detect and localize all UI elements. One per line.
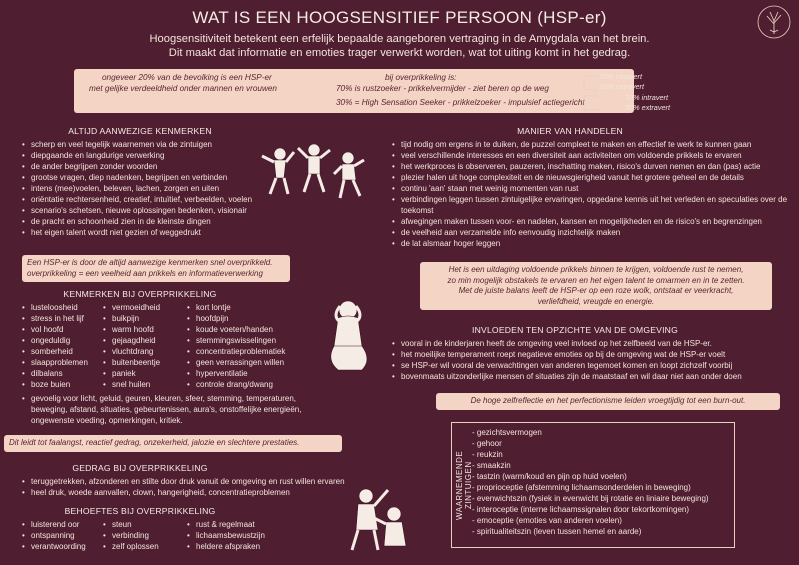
list-item: • plezier halen uit hoge complexiteit en de nieuwsgierigheid vanuit het grotere geheel en de details <box>392 172 792 183</box>
list-item: • scherp en veel tegelijk waarnemen via de zintuigen <box>22 139 252 150</box>
list-item: • warm hoofd <box>103 324 160 335</box>
list-item: - gehoor <box>472 439 502 448</box>
list-item: • het eigen talent wordt niet gezien of weggedrukt <box>22 227 252 238</box>
list-item: • stress in het lijf <box>22 313 88 324</box>
stats-box <box>74 69 634 113</box>
callout-line: Het is een uitdaging voldoende prikkels binnen te krijgen, voldoende rust te nemen, <box>448 265 744 274</box>
list-item: • vol hoofd <box>22 324 88 335</box>
callout-line: verliefdheid, vreugde en energie. <box>537 296 655 306</box>
list-item: • controle drang/dwang <box>187 379 285 390</box>
list-item: • vluchtdrang <box>103 346 160 357</box>
list-item: • de lat alsmaar hoger leggen <box>392 238 792 249</box>
list-item: • diepgaande en langdurige verwerking <box>22 150 252 161</box>
list-item: • hoofdpijn <box>187 313 285 324</box>
support-illustration <box>338 484 420 554</box>
list-item: • oriëntatie rechtersenheid, creatief, intuïtief, verbeelden, voelen <box>22 194 252 205</box>
callout-line: Een HSP-er is door de altijd aanwezige kenmerken snel overprikkeld. <box>27 258 273 267</box>
zintuigen-box <box>451 422 735 548</box>
callout-line: Met de juiste balans leeft de HSP-er op een roze wolk, ontstaat er veerkracht, <box>458 286 734 295</box>
list-item: • geen verrassingen willen <box>187 357 285 368</box>
list-item: • somberheid <box>22 346 88 357</box>
kenmerken-list <box>22 139 252 238</box>
kenmerken-callout <box>22 255 290 282</box>
sitting-person-illustration <box>318 296 380 378</box>
population-line-2: met gelijke verdeeldheid onder mannen en vrouwen <box>89 84 277 93</box>
intro-text <box>0 32 799 60</box>
list-item: • het werkproces is observeren, pauzeren, inschatting maken, risico's durven nemen en dan (pas) actie <box>392 161 792 172</box>
omgeving-heading: INVLOEDEN TEN OPZICHTE VAN DE OMGEVING <box>472 325 678 335</box>
callout-line: overprikkeling = een veelheid aan prikkels en informatieverwerking <box>27 268 263 278</box>
list-item: - tastzin (warm/koud en pijn op huid voelen) <box>472 472 627 481</box>
list-item: • boze buien <box>22 379 88 390</box>
list-item: • lusteloosheid <box>22 302 88 313</box>
list-item: • buikpijn <box>103 313 160 324</box>
playing-children-illustration <box>258 140 368 202</box>
zintuigen-list <box>472 427 709 537</box>
list-item: • vooral in de kinderjaren heeft de omgeving veel invloed op het zelfbeeld van de HSP-er. <box>392 338 742 349</box>
list-item: • verbindingen leggen tussen zintuigelijke ervaringen, opgedane kennis uit het verleden en speculaties over de toekomst <box>392 194 792 216</box>
list-item: - interoceptie (interne lichaamssignalen door tekortkomingen) <box>472 505 689 514</box>
tree-logo-icon <box>756 4 792 40</box>
handelen-list <box>392 139 792 249</box>
behoeftes-col-1 <box>22 519 86 552</box>
page-title: WAT IS EEN HOOGSENSITIEF PERSOON (HSP-er) <box>192 8 607 27</box>
omgeving-callout: De hoge zelfreflectie en het perfectionisme leiden vroegtijdig tot een burn-out. <box>436 393 780 410</box>
behoeftes-heading: BEHOEFTES BIJ OVERPRIKKELING <box>64 506 216 516</box>
list-item: • continu 'aan' staan met weinig momenten van rust <box>392 183 792 194</box>
list-item: • stemmingswisselingen <box>187 335 285 346</box>
list-item: • teruggetrekken, afzonderen en stilte door druk vanuit de omgeving en rust willen ervaren <box>22 476 345 487</box>
list-item: • veel verschillende interesses en een diversiteit aan activiteiten om voldoende prikkels te ervaren <box>392 150 792 161</box>
overprikkeling-col-3 <box>187 302 285 390</box>
omgeving-list <box>392 338 742 382</box>
list-item: - emoceptie (emoties van anderen voelen) <box>472 516 622 525</box>
list-item: • scenario's schetsen, nieuwe oplossingen bedenken, visionair <box>22 205 252 216</box>
population-line-1: ongeveer 20% van de bevolking is een HSP-er <box>102 73 272 82</box>
list-item: • lichaamsbewustzijn <box>187 530 265 541</box>
intravert-2: 70% intravert <box>625 93 668 102</box>
list-item: • de pracht en schoonheid zien in de kleinste dingen <box>22 216 252 227</box>
list-item: • kort lontje <box>187 302 285 313</box>
list-item: • paniek <box>103 368 160 379</box>
list-item: - proprioceptie (afstemming lichaamsonderdelen in beweging) <box>472 483 691 492</box>
overprikkeling-col-1 <box>22 302 88 390</box>
callout-line: zo min mogelijk obstakels te ervaren en het eigen talent te omarmen en in te zetten. <box>447 275 745 285</box>
list-item: • concentratieproblematiek <box>187 346 285 357</box>
kenmerken-heading: ALTIJD AANWEZIGE KENMERKEN <box>68 126 212 136</box>
list-item: • dilbalans <box>22 368 88 379</box>
list-item: • bovenmaats uitzonderlijke mensen of situaties zijn de maatstaaf en wil daar niet aan onder doen <box>392 371 742 382</box>
list-item: • verantwoording <box>22 541 86 552</box>
list-item: • gejaagdheid <box>103 335 160 346</box>
extravert-1: 30% extravert <box>599 82 645 91</box>
intro-line-1: Hoogsensitiviteit betekent een erfelijk bepaalde aangeboren vertraging in de Amygdala van het brein. <box>149 33 650 45</box>
list-item: • vermoeidheid <box>103 302 160 313</box>
line-30: 30% = High Sensation Seeker - prikkelzoeker - impulsief actiegericht <box>336 98 585 107</box>
list-item: • zelf oplossen <box>103 541 159 552</box>
behoeftes-col-2 <box>103 519 159 552</box>
list-item: • buitenbeentje <box>103 357 160 368</box>
list-item: • ongeduldig <box>22 335 88 346</box>
list-item: • tijd nodig om ergens in te duiken, de puzzel compleet te maken en effectief te werk te kunnen gaan <box>392 139 792 150</box>
overprikkeling-long <box>22 393 312 426</box>
list-item: - evenwichtszin (fysiek in evenwicht bij rotatie en liniaire beweging) <box>472 494 709 503</box>
gedrag-heading: GEDRAG BIJ OVERPRIKKELING <box>72 463 208 473</box>
list-item: - gezichtsvermogen <box>472 428 542 437</box>
list-item: • heldere afspraken <box>187 541 265 552</box>
list-item: • se HSP-er wil vooral de verwachtingen van anderen tegemoet komen en loopt zichzelf voorbij <box>392 360 742 371</box>
handelen-heading: MANIER VAN HANDELEN <box>517 126 623 136</box>
list-item: • hyperventilatie <box>187 368 285 379</box>
intro-line-2: Dit maakt dat informatie en emoties trager verwerkt worden, wat tot uiting komt in het gedrag. <box>168 47 631 59</box>
overprikkeling-callout: Dit leidt tot faalangst, reactief gedrag, onzekerheid, jalozie en slechtere prestaties. <box>4 435 342 452</box>
handelen-callout <box>420 262 772 310</box>
intravert-1: 70% intravert <box>599 72 642 81</box>
list-item: • verbinding <box>103 530 159 541</box>
list-item: - reukzin <box>472 450 503 459</box>
line-70: 70% is rustzoeker - prikkelvermijder - ziet beren op de weg <box>336 84 549 93</box>
list-item: • slaapproblemen <box>22 357 88 368</box>
list-item: • het moeilijke temperament roept negatieve emoties op bij de omgeving wat de HSP-er voelt <box>392 349 742 360</box>
overprikkeling-col-2 <box>103 302 160 390</box>
list-item: • gevoelig voor licht, geluid, geuren, kleuren, sfeer, stemming, temperaturen, beweging, afstand, situaties, gebeurtenissen, aura's, onstoffelijke energieën, ongewenste voeding, opmerkingen, kritiek. <box>22 393 312 426</box>
list-item: • afwegingen maken tussen voor- en nadelen, kansen en mogelijkheden en de risico's en begrenzingen <box>392 216 792 227</box>
zintuigen-label: WAARNEMENDE ZINTUIGEN <box>455 450 473 520</box>
list-item: • ontspanning <box>22 530 86 541</box>
list-item: • snel huilen <box>103 379 160 390</box>
gedrag-list <box>22 476 345 498</box>
overprikkeling-heading: KENMERKEN BIJ OVERPRIKKELING <box>63 289 217 299</box>
list-item: • intens (mee)voelen, beleven, lachen, zorgen en uiten <box>22 183 252 194</box>
extravert-2: 30% extravert <box>625 103 671 112</box>
list-item: • koude voeten/handen <box>187 324 285 335</box>
list-item: - smaakzin <box>472 461 511 470</box>
list-item: • de ander begrijpen zonder woorden <box>22 161 252 172</box>
list-item: • rust & regelmaat <box>187 519 265 530</box>
list-item: • grootse vragen, diep nadenken, begrijpen en verbinden <box>22 172 252 183</box>
list-item: - spiritualiteitszin (leven tussen hemel en aarde) <box>472 527 642 536</box>
list-item: • de veelheid aan verzamelde info eenvoudig inzichtelijk maken <box>392 227 792 238</box>
overstim-label: bij overprikkeling is: <box>385 73 457 82</box>
list-item: • luisterend oor <box>22 519 86 530</box>
behoeftes-col-3 <box>187 519 265 552</box>
list-item: • steun <box>103 519 159 530</box>
list-item: • heel druk, woede aanvallen, clown, hangerigheid, concentratieproblemen <box>22 487 345 498</box>
